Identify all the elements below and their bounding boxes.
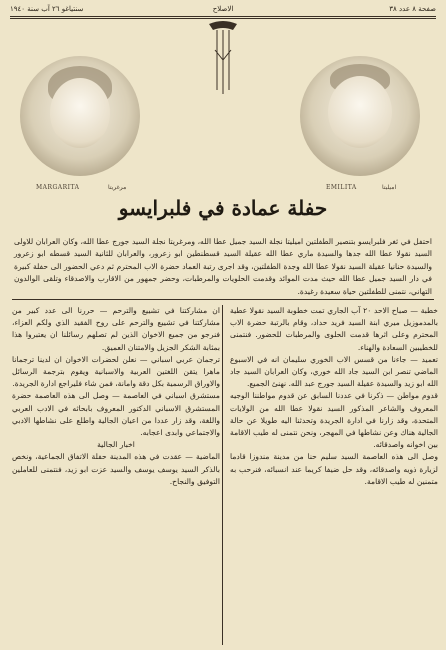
publication-name: الاصلاح bbox=[212, 5, 234, 13]
left-column bbox=[12, 305, 220, 488]
portrait-emilita bbox=[300, 56, 420, 176]
baby-face bbox=[328, 76, 392, 148]
caption-emilita-arabic: اميليتا bbox=[382, 184, 397, 191]
column-divider bbox=[222, 305, 223, 645]
caption-margarita-latin: MARGARITA bbox=[36, 184, 80, 191]
ornament-divider bbox=[205, 20, 241, 98]
news-item: الماضية — عقدت في هذه المدينة حفلة الاتفاق الجماعية، ونخص بالذكر السيد يوسف يوسف والسيد عزت ابو زيد، فنتمنى للعاملين التوفيق والنجاح. bbox=[12, 452, 220, 486]
news-item: مستشرق اسباني في العاصمة — وصل الى هذه العاصمة حضرة المستشرق الاسباني الدكتور المعروف بابحاثه في الادب العربي واللغة، وقد زار عددا من اعيان الجالية واطلع على نشاطها الادبي والاجتماعي وابدى اعجابه. bbox=[12, 391, 220, 438]
article-intro: احتفل في ثغر فلبرايسو بتنصير الطفلتين اميليتا نجلة السيد جميل عطا الله، ومرغريتا نجلة السيد جورج عطا الله، وكان العرابان للاولى السيد نقولا عطا الله جدها والسيدة ماري عطا الله عقيلة السيد قسطنطين ابو زعرور، والعرابان للثانية السيد قسطه ابو زعرور والسيدة حنانيا عقيلة السيد نقولا عطا الله وجدة الطفلتين، وقد اجرى رتبة العماد حضرة الاب المحترم ثم دعي الحضور الى حفلة كبيرة في دار السيد جميل عطا الله حيث مدت الموائد وقدمت الحلويات والمرطبات، وحضر جمهور من الاقارب والاصدقاء وتلقى الوالدون التهاني، نتمنى للطفلتين حياة سعيدة رغيدة. bbox=[14, 237, 432, 296]
caption-emilita-latin: EMILITA bbox=[326, 184, 357, 191]
portrait-margarita bbox=[20, 56, 140, 176]
page-number: صفحة ٨ عدد ٣٨ bbox=[389, 5, 436, 13]
issue-date: سنتياغو ٢٦ آب سنة ١٩٤٠ bbox=[10, 5, 84, 13]
news-item: خطبة — صباح الاحد ٢٠ آب الجاري تمت خطوبة السيد نقولا عطية بالمدموزيل ميري ابنة السيد فريد حداد، وقام بالرتبة حضرة الاب المحترم وعلى اثرها قدمت الحلوى والمرطبات للحضور. فنتمنى للخطيبين السعادة والهناء. bbox=[230, 306, 438, 352]
news-item: ترجمان عربي اسباني — نعلن لحضرات الاخوان ان لدينا ترجمانا ماهرا يتقن اللغتين العربية والاسبانية ويقوم بترجمة الرسائل والاوراق الرسمية بكل دقة وامانة، فمن شاء فليراجع ادارة الجريدة. bbox=[12, 354, 220, 389]
page-header bbox=[10, 2, 436, 16]
news-item: قدوم مواطن — ذكرنا في عددنا السابق عن قدوم مواطننا الوجيه المعروف والشاعر المذكور السيد نقولا عطا الله من الولايات المتحدة، وقد زارنا في ادارة الجريدة وتحدثنا اليه طويلا عن حالة الجالية هناك وعن نشاطها في المهجر، ونحن نتمنى له طيب الاقامة بين اخوانه واصدقائه. bbox=[230, 391, 438, 450]
section-subheading: اخبار الجالية bbox=[97, 440, 135, 450]
caption-margarita-arabic: مرغريتا bbox=[108, 184, 127, 191]
header-rule bbox=[10, 16, 436, 17]
article-title: حفلة عمادة في فلبرايسو bbox=[118, 196, 328, 220]
baby-face bbox=[50, 78, 110, 148]
section-rule bbox=[12, 299, 434, 300]
news-item: وصل الى هذه العاصمة السيد سليم حنا من مدينة مندوزا قادما لزيارة ذويه واصدقائه، وقد حل ضيفا كريما عند انسبائه، فنرحب به متمنين له طيب الاقامة. bbox=[230, 452, 438, 486]
news-item: تعميد — جاءنا من قسس الاب الخوري سليمان انه في الاسبوع الماضي تنصر ابن السيد جاد الله خوري، وكان العرابان السيد جاد الله ابو زيد والسيدة عقيلة السيد جورج عبد الله. نهنئ الجميع. bbox=[230, 354, 438, 389]
header-rule-double bbox=[10, 18, 436, 19]
right-column bbox=[230, 305, 438, 488]
news-item: ان مشاركتنا في تشييع والترحم — حررنا الى عدد كبير من مشاركتنا في تشييع والترحم على روح الفقيد الذي ولكم العزاء، فنرجو من جميع الاخوان الذين لم تصلهم رسائلنا ان يعتبروا هذا بمثابة الشكر الجزيل والامتنان العميق. bbox=[12, 306, 220, 352]
